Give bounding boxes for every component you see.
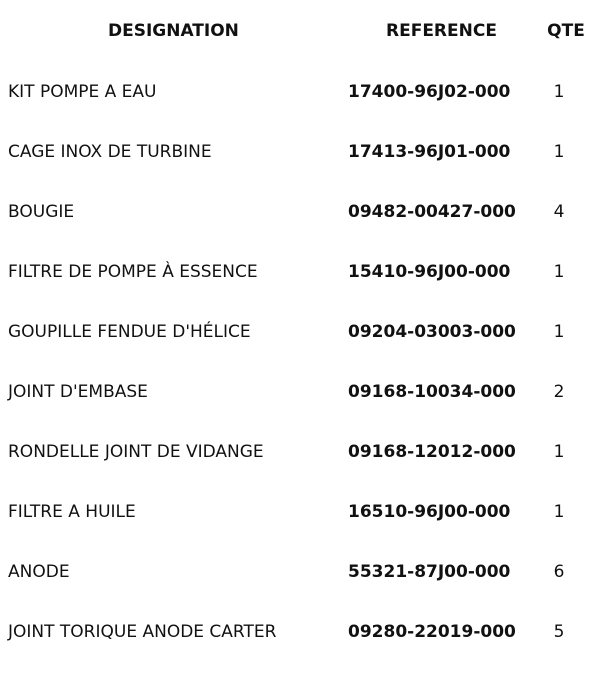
row-reference: 09168-12012-000 — [348, 442, 516, 462]
row-quantity: 4 — [553, 202, 565, 222]
table-body — [0, 62, 600, 662]
row-quantity: 1 — [553, 262, 565, 282]
row-designation: RONDELLE JOINT DE VIDANGE — [8, 442, 264, 462]
row-designation: GOUPILLE FENDUE D'HÉLICE — [8, 322, 251, 342]
table-row — [0, 182, 600, 242]
row-reference: 16510-96J00-000 — [348, 502, 511, 522]
header-row — [0, 0, 600, 62]
row-reference: 09280-22019-000 — [348, 622, 516, 642]
row-quantity: 1 — [553, 82, 565, 102]
row-quantity: 2 — [553, 382, 565, 402]
row-reference: 17400-96J02-000 — [348, 82, 511, 102]
table-row — [0, 242, 600, 302]
row-quantity: 6 — [553, 562, 565, 582]
row-quantity: 1 — [553, 502, 565, 522]
row-quantity: 1 — [553, 322, 565, 342]
row-designation: BOUGIE — [8, 202, 75, 222]
row-quantity: 5 — [553, 622, 565, 642]
row-designation: JOINT TORIQUE ANODE CARTER — [8, 622, 277, 642]
header-designation: DESIGNATION — [108, 21, 239, 41]
table-header — [0, 0, 600, 62]
table-row — [0, 302, 600, 362]
table-row — [0, 482, 600, 542]
header-reference: REFERENCE — [386, 21, 497, 41]
table-row — [0, 122, 600, 182]
row-quantity: 1 — [553, 142, 565, 162]
row-designation: FILTRE A HUILE — [8, 502, 136, 522]
row-designation: KIT POMPE A EAU — [8, 82, 157, 102]
row-reference: 55321-87J00-000 — [348, 562, 511, 582]
row-reference: 09482-00427-000 — [348, 202, 516, 222]
row-designation: ANODE — [8, 562, 70, 582]
row-designation: JOINT D'EMBASE — [8, 382, 148, 402]
header-quantity: QTE — [547, 21, 585, 41]
row-reference: 09168-10034-000 — [348, 382, 516, 402]
table-row — [0, 542, 600, 602]
row-quantity: 1 — [553, 442, 565, 462]
table-row — [0, 602, 600, 662]
row-designation: CAGE INOX DE TURBINE — [8, 142, 212, 162]
table-row — [0, 422, 600, 482]
row-designation: FILTRE DE POMPE À ESSENCE — [8, 262, 258, 282]
table-row — [0, 362, 600, 422]
row-reference: 17413-96J01-000 — [348, 142, 511, 162]
table-row — [0, 62, 600, 122]
row-reference: 15410-96J00-000 — [348, 262, 511, 282]
row-reference: 09204-03003-000 — [348, 322, 516, 342]
